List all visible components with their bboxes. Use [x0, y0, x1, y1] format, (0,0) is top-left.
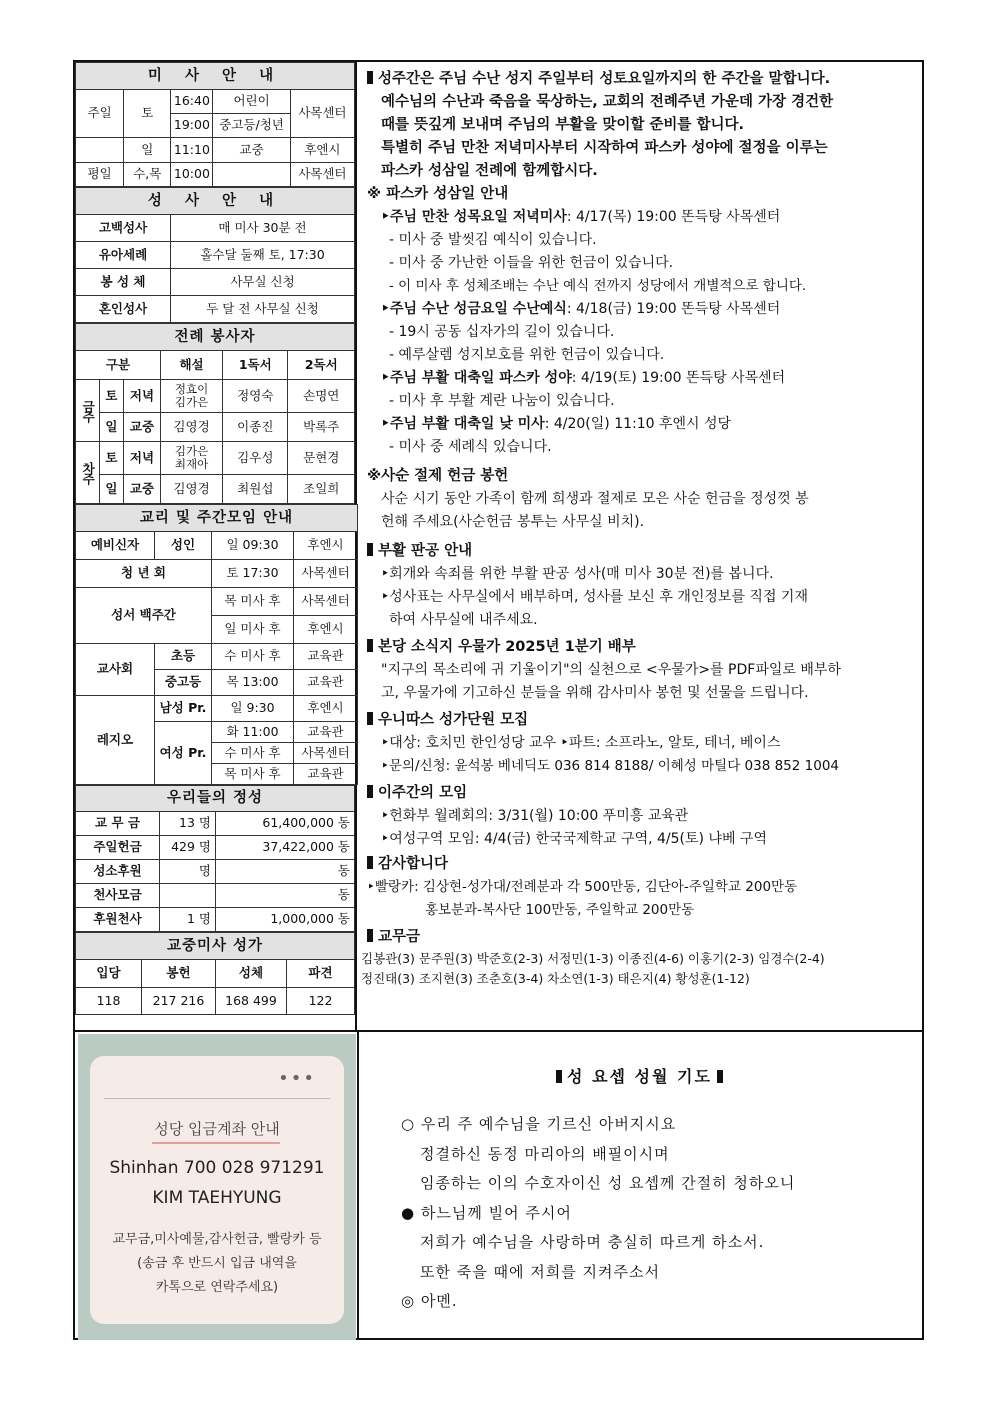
hymns-title: 교중미사 성가: [76, 933, 355, 960]
sacrament-value: 홀수달 둘째 토, 17:30: [171, 242, 355, 269]
offering-amount: 동: [216, 860, 355, 884]
mass-table: [75, 62, 355, 187]
mass-time: 19:00: [171, 114, 213, 138]
mass-type: 저녁: [123, 380, 160, 413]
confession-title: 부활 판공 안내: [367, 540, 916, 563]
offering-count: 13 명: [160, 812, 216, 836]
mass-type: 저녁: [123, 442, 160, 475]
meeting-place: 후엔시: [294, 696, 358, 722]
day-label: 토: [99, 442, 123, 475]
sacrament-label: 고백성사: [76, 215, 171, 242]
meetings-title: 교리 및 주간모임 안내: [76, 505, 358, 532]
reader-2: 박록주: [288, 413, 355, 442]
offering-count: [160, 884, 216, 908]
kyomugeum-list: 김봉관(3) 문주원(3) 박준호(2-3) 서정민(1-3) 이종진(4-6) 이홍기(2-3) 임경수(2-4): [361, 951, 825, 966]
meeting-place: 교육관: [294, 644, 358, 670]
offering-count: 1 명: [160, 908, 216, 932]
hymn-number: 122: [287, 988, 355, 1015]
meeting-time: 토 17:30: [212, 560, 294, 588]
sunday-label: 주일: [76, 90, 124, 138]
offering-amount: 동: [216, 884, 355, 908]
meeting-place: 사목센터: [294, 560, 358, 588]
day-label: 일: [99, 475, 123, 504]
account-note: 교무금,미사예물,감사헌금, 빨랑카 등 (송금 후 반드시 입금 내역을 카톡으로 연락주세요): [112, 1232, 322, 1295]
offering-count: 명: [160, 860, 216, 884]
meeting-time: 일 미사 후: [212, 616, 294, 644]
meeting-label: 예비신자: [76, 532, 155, 560]
weekday-label: 평일: [76, 163, 124, 187]
hymn-header: 봉헌: [142, 960, 216, 988]
account-title: 성당 입금계좌 안내: [154, 1120, 280, 1138]
liturgy-header: 2독서: [288, 351, 355, 380]
meeting-sub: 남성 Pr.: [155, 696, 212, 722]
mass-place: 후엔시: [290, 138, 354, 163]
weekday-days: 수,목: [124, 163, 171, 187]
triduum-item: ‣주님 수난 성금요일 수난예식: [381, 301, 567, 317]
account-holder: KIM TAEHYUNG: [152, 1188, 282, 1208]
meeting-time: 화 11:00: [212, 722, 294, 743]
reader-1: 최원섭: [223, 475, 288, 504]
next-week-label: 차주: [76, 442, 100, 504]
name: 최재아: [174, 457, 209, 471]
sun-label: 일: [124, 138, 171, 163]
reader-1: 이종진: [223, 413, 288, 442]
newsletter-title: 본당 소식지 우물가 2025년 1분기 배부: [367, 636, 916, 659]
hymn-number: 118: [76, 988, 142, 1015]
meeting-place: 교육관: [294, 670, 358, 696]
offering-label: 천사모금: [76, 884, 160, 908]
prayer-text: ○ 우리 주 예수님을 기르신 아버지시요 정결하신 동정 마리아의 배필이시며 임종하는 이의 수호자이신 성 요셉께 간절히 청하오니 ● 하느님께 빌어 주시어 저희가 예수님을 사랑하며 충실히 따르게 하소서. 또한 죽을 때에 저희를 지켜주소서 ◎ 아멘.: [401, 1115, 796, 1310]
triduum-item: ‣주님 부활 대축일 파스카 성야: [381, 370, 572, 386]
liturgy-header: 해설: [160, 351, 222, 380]
account-card-inner: [90, 1056, 344, 1324]
hymn-number: 168 499: [216, 988, 287, 1015]
mass-time: 11:10: [171, 138, 213, 163]
meeting-label: 성서 백주간: [76, 588, 212, 644]
meeting-time: 수 미사 후: [212, 743, 294, 764]
triduum-title: ※ 파스카 성삼일 안내: [367, 186, 509, 202]
sat-label: 토: [124, 90, 171, 138]
meeting-time: 일 09:30: [212, 532, 294, 560]
meeting-time: 수 미사 후: [212, 644, 294, 670]
mass-time: 10:00: [171, 163, 213, 187]
meeting-label: 교사회: [76, 644, 155, 696]
meeting-sub: 여성 Pr.: [155, 722, 212, 785]
sacrament-label: 봉 성 체: [76, 269, 171, 296]
weekly-meetings-title: 이주간의 모임: [367, 782, 916, 805]
liturgy-header: 구분: [76, 351, 161, 380]
hymn-header: 파견: [287, 960, 355, 988]
meeting-time: 일 9:30: [212, 696, 294, 722]
meeting-sub: 성인: [155, 532, 212, 560]
reader-1: 정영숙: [223, 380, 288, 413]
mass-place: 사목센터: [290, 163, 354, 187]
more-icon: •••: [278, 1068, 316, 1089]
meeting-place: 후엔시: [294, 532, 358, 560]
day-label: 일: [99, 413, 123, 442]
mass-type: 교중: [123, 475, 160, 504]
meeting-place: 사목센터: [294, 588, 358, 616]
bulletin-frame: [73, 60, 924, 1340]
offering-count: 429 명: [160, 836, 216, 860]
meeting-time: 목 미사 후: [212, 588, 294, 616]
meeting-place: 교육관: [294, 764, 358, 785]
lent-title: ※사순 절제 헌금 봉헌: [367, 468, 509, 484]
sacrament-label: 유아세례: [76, 242, 171, 269]
reader-2: 문현경: [288, 442, 355, 475]
commentator: 김영경: [160, 475, 222, 504]
liturgy-table: [75, 323, 355, 504]
hymns-table: [75, 932, 355, 1015]
meeting-place: 교육관: [294, 722, 358, 743]
name: 김가은: [174, 443, 209, 458]
liturgy-title: 전례 봉사자: [76, 324, 355, 351]
commentator: [160, 442, 222, 475]
prayer-box: [357, 1032, 922, 1340]
sacrament-value: 사무실 신청: [171, 269, 355, 296]
mass-place: 사목센터: [290, 90, 354, 138]
offering-label: 교 무 금: [76, 812, 160, 836]
meeting-sub: 중고등: [155, 670, 212, 696]
offering-title: 우리들의 정성: [76, 786, 355, 812]
account-number: Shinhan 700 028 971291: [109, 1158, 325, 1178]
offering-label: 후원천사: [76, 908, 160, 932]
sacrament-value: 매 미사 30분 전: [171, 215, 355, 242]
meeting-label: 청 년 회: [76, 560, 212, 588]
offering-amount: 61,400,000 동: [216, 812, 355, 836]
mass-group: 어린이: [213, 90, 290, 114]
reader-1: 김우성: [223, 442, 288, 475]
sacrament-value: 두 달 전 사무실 신청: [171, 296, 355, 323]
name: 정효이: [174, 381, 209, 396]
meeting-sub: 초등: [155, 644, 212, 670]
reader-2: 손명연: [288, 380, 355, 413]
name: 김가은: [174, 395, 209, 409]
this-week-label: 금주: [76, 380, 100, 442]
account-card: [78, 1034, 356, 1340]
meeting-label: 레지오: [76, 696, 155, 785]
hymn-header: 성체: [216, 960, 287, 988]
offering-amount: 37,422,000 동: [216, 836, 355, 860]
commentator: 김영경: [160, 413, 222, 442]
sacrament-title: 성 사 안 내: [76, 188, 355, 215]
day-label: 토: [99, 380, 123, 413]
hymn-header: 입당: [76, 960, 142, 988]
choir-title: 우니따스 성가단원 모집: [367, 709, 916, 732]
prayer-title: 성 요셉 성월 기도: [359, 1064, 920, 1087]
mass-type: 교중: [123, 413, 160, 442]
meeting-place: 사목센터: [294, 743, 358, 764]
triduum-item: ‣주님 부활 대축일 낮 미사: [381, 416, 545, 432]
kyomugeum-list: 정진태(3) 조지현(3) 조춘호(3-4) 차소연(1-3) 태은지(4) 황성훈(1-12): [361, 971, 750, 986]
offering-amount: 1,000,000 동: [216, 908, 355, 932]
offering-label: 주일헌금: [76, 836, 160, 860]
right-column: 성주간은 주님 수난 성지 주일부터 성토요일까지의 한 주간을 말합니다. 예수님의 수난과 죽음을 묵상하는, 교회의 전례주년 가운데 가장 경건한 때를 뜻깊게 보내며 주님의 부활을 맞이할 준비를 합니다. 특별히 주님 만찬 저녁미사부터 시작하여 파스카 성야에 절정을 이루는 파스카 성삼일 전례에 함께합시다. ※ 파스카 성삼일 안내 ‣주님 만찬 성목요일 저녁미사: 4/17(목) 19:00 똔득탕 사목센터 - 미사 중 발씻김 예식이 있습니다. - 미사 중 가난한 이들을 위한 헌금이 있습니다. - 이 미사 후 성체조배는 수난 예식 전까지 성당에서 개별적으로 합니다. ‣주님 수난 성금요일 수난예식: 4/18(금) 19:00 똔득탕 사목센터 - 19시 공동 십자가의 길이 있습니다. - 예루살렘 성지보호를 위한 헌금이 있습니다. ‣주님 부활 대축일 파스카 성야: 4/19(토) 19:00 똔득탕 사목센터 - 미사 후 부활 계란 나눔이 있습니다. ‣주님 부활 대축일 낮 미사: 4/20(일) 11:10 후엔시 성당 - 미사 중 세례식 있습니다. ※사순 절제 헌금 봉헌 사순 시기 동안 가족이 함께 희생과 절제로 모은 사순 헌금을 정성껏 봉 헌해 주세요(사순헌금 봉투는 사무실 비치). 부활 판공 안내 ‣회개와 속죄를 위한 부활 판공 성사(매 미사 30분 전)를 봅니다. ‣성사표는 사무실에서 배부하며, 성사를 보신 후 개인정보를 직접 기재 하여 사무실에 내주세요. 본당 소식지 우물가 2025년 1분기 배부 "지구의 목소리에 귀 기울이기"의 실천으로 <우물가>를 PDF파일로 배부하 고, 우물가에 기고하신 분들을 위해 감사미사 봉헌 및 선물을 드립니다. 우니따스 성가단원 모집 ‣대상: 호치민 한인성당 교우 ‣파트: 소프라노, 알토, 테너, 베이스 ‣문의/신청: 윤석봉 베네딕도 036 814 8188/ 이혜성 마틸다 038 852 1004 이주간의 모임 ‣헌화부 월례회의: 3/31(월) 10:00 푸미흥 교육관 ‣여성구역 모임: 4/4(금) 한국국제학교 구역, 4/5(토) 냐베 구역 감사합니다 ‣빨랑카: 김상현-성가대/전례분과 각 500만동, 김단아-주일학교 200만동 홍보분과-복사단 100만동, 주일학교 200만동 교무금 김봉관(3) 문주원(3) 박준호(2-3) 서정민(1-3) 이종진(4-6) 이홍기(2-3) 임경수(2-4) 정진태(3) 조지현(3) 조춘호(3-4) 차소연(1-3) 태은지(4) 황성훈(1-12): [357, 62, 922, 1030]
meeting-time: 목 미사 후: [212, 764, 294, 785]
sacrament-table: [75, 187, 355, 323]
holy-week-notice: 성주간은 주님 수난 성지 주일부터 성토요일까지의 한 주간을 말합니다. 예수님의 수난과 죽음을 묵상하는, 교회의 전례주년 가운데 가장 경건한 때를 뜻깊게 보내며 주님의 부활을 맞이할 준비를 합니다. 특별히 주님 만찬 저녁미사부터 시작하여 파스카 성야에 절정을 이루는 파스카 성삼일 전례에 함께합시다.: [367, 68, 916, 183]
mass-group: 중고등/청년: [213, 114, 290, 138]
meeting-place: 후엔시: [294, 616, 358, 644]
reader-2: 조일희: [288, 475, 355, 504]
left-column: [75, 62, 357, 1030]
bottom-section: [75, 1030, 922, 1340]
meetings-table: [75, 504, 358, 785]
liturgy-header: 1독서: [223, 351, 288, 380]
offering-table: [75, 785, 355, 932]
mass-title: 미 사 안 내: [76, 63, 355, 90]
mass-group: 교중: [213, 138, 290, 163]
kyomugeum-title: 교무금: [367, 926, 916, 949]
sacrament-label: 혼인성사: [76, 296, 171, 323]
triduum-item: ‣주님 만찬 성목요일 저녁미사: [381, 209, 567, 225]
offering-label: 성소후원: [76, 860, 160, 884]
meeting-time: 목 13:00: [212, 670, 294, 696]
commentator: [160, 380, 222, 413]
mass-time: 16:40: [171, 90, 213, 114]
thanks-title: 감사합니다: [367, 853, 916, 876]
hymn-number: 217 216: [142, 988, 216, 1015]
